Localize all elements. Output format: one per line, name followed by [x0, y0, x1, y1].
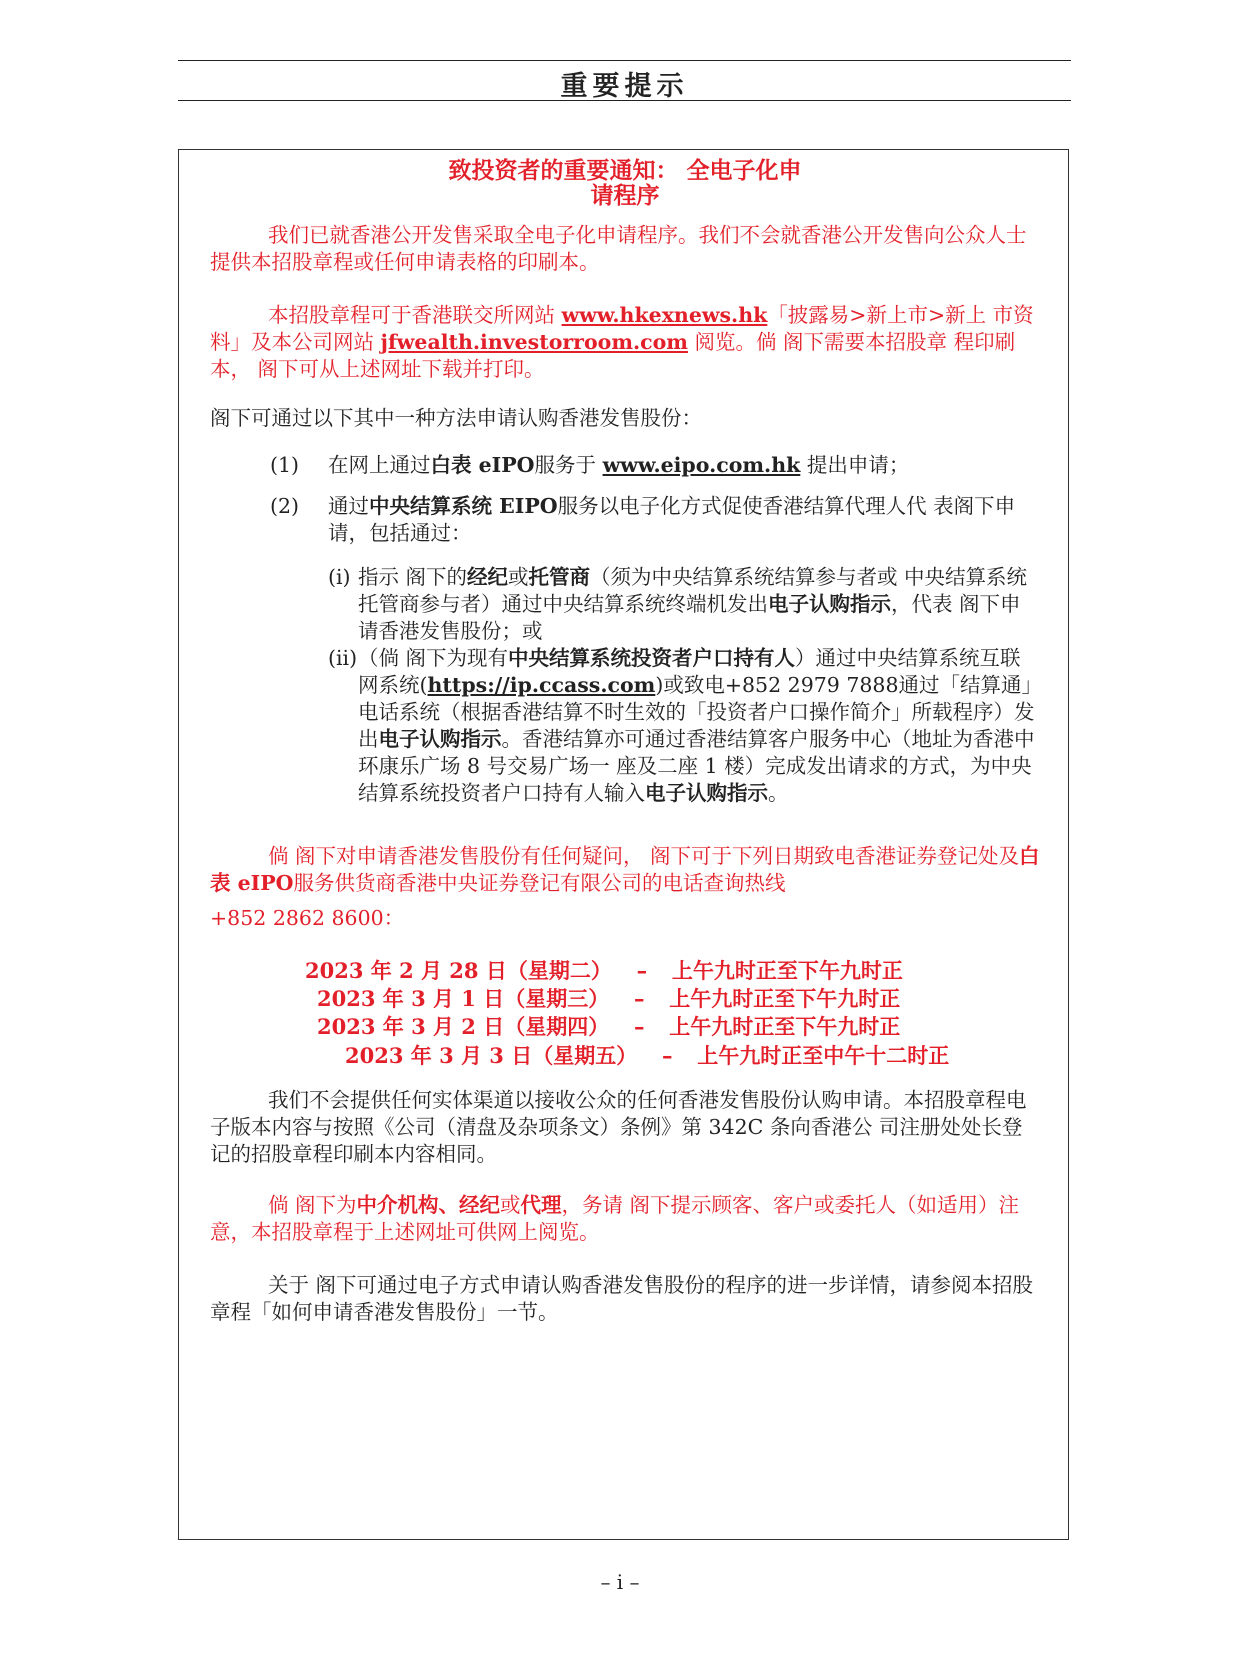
hotline-time: 上午九时正至下午九时正 — [669, 1014, 901, 1039]
paragraph-hotline — [210, 843, 1040, 897]
hotline-date: 2023 年 3 月 3 日（星期五） — [345, 1043, 638, 1068]
hotline-date: 2023 年 3 月 1 日（星期三） — [317, 986, 610, 1011]
hotline-date-row — [345, 1040, 949, 1068]
hotline-dash: – — [633, 986, 645, 1011]
p6-bold-broker: 经纪 — [459, 1193, 501, 1217]
paragraph-further-details: 关于 阁下可通过电子方式申请认购香港发售股份的程序的进一步详情，请参阅本招股章程「如何申请香港发售股份」一节。 — [210, 1273, 1034, 1324]
paragraph-no-physical-channel: 我们不会提供任何实体渠道以接收公众的任何香港发售股份认购申请。本招股章程电子版本内容与按照《公司（清盘及杂项条文）条例》第 342C 条向香港公 司注册处处长登记的招股章程印刷本内容相同。 — [210, 1088, 1027, 1166]
hotline-time: 上午九时正至下午九时正 — [671, 958, 903, 983]
hotline-date: 2023 年 2 月 28 日（星期二） — [305, 958, 612, 983]
sub-ii-text-c: )或致电+852 2979 7888通过「结算通」电话系统（根据香港结算不时生效的「投资者户口操作简介」所载程序）发出 — [358, 673, 1035, 751]
company-website-link[interactable]: jfwealth.investorroom.com — [380, 330, 688, 354]
hotline-time: 上午九时正至中午十二时正 — [697, 1043, 950, 1068]
item-1-text — [328, 452, 1040, 479]
hotline-dash: – — [661, 1043, 673, 1068]
paragraph-prospectus-availability — [210, 302, 1040, 383]
item-1-text-a: 在网上通过 — [328, 453, 431, 477]
sub-item-i-text — [358, 564, 1040, 645]
sub-item-ii-text — [358, 645, 1040, 807]
item-1-text-c: 提出申请； — [806, 453, 910, 477]
sub-i-text-a: 指示 阁下的 — [358, 565, 468, 589]
p6-text-b: ，务请 阁下提示顾客、客户或委托人（如适用）注意，本招股章程于上述网址可供网上阅览。 — [210, 1193, 1020, 1244]
sub-ii-text-d: 。香港结算亦可通过香港结算客户服务中心（地址为香港中环康乐广场 8 号交易广场一 座及二座 1 楼）完成发出请求的方式，为中央结算系统投资者户口持有人输入 — [358, 727, 1035, 805]
p2-text-c: 阅览。倘 阁下需要本招股章 程印刷本， 阁下可从上述网址下载并打印。 — [210, 330, 1016, 381]
sub-item-i-label: (i) — [328, 565, 351, 589]
item-1-number: (1) — [270, 453, 300, 477]
item-2-number: (2) — [270, 494, 300, 518]
hkexnews-link[interactable]: www.hkexnews.hk — [561, 303, 768, 327]
sub-ii-bold-instruction-1: 电子认购指示 — [378, 727, 502, 751]
p4-bold: 白表 eIPO — [210, 844, 1040, 895]
sub-ii-bold-instruction-2: 电子认购指示 — [645, 781, 768, 805]
hotline-dash: – — [633, 1014, 645, 1039]
item-2-text — [328, 493, 1040, 547]
item-2-bold: 中央结算系统 EIPO — [369, 494, 558, 518]
paragraph-electronic-only: 我们已就香港公开发售采取全电子化申请程序。我们不会就香港公开发售向公众人士提供本招股章程或任何申请表格的印刷本。 — [210, 223, 1027, 274]
notice-title-line2: 请程序 — [590, 182, 660, 209]
page-title: 重要提示 — [560, 71, 689, 102]
sub-i-text-mid: 或 — [508, 565, 529, 589]
p6-bold-agent: 代理 — [520, 1193, 562, 1217]
hotline-phone: +852 2862 8600： — [210, 906, 405, 930]
page-number: – i – — [600, 1570, 640, 1594]
p2-text-a: 本招股章程可于香港联交所网站 — [268, 303, 555, 327]
item-1-bold: 白表 eIPO — [430, 453, 535, 477]
hotline-date-row — [305, 955, 903, 983]
header-bottom-rule — [178, 100, 1071, 101]
hotline-time: 上午九时正至下午九时正 — [669, 986, 901, 1011]
eipo-link[interactable]: www.eipo.com.hk — [602, 453, 801, 477]
sub-ii-text-a: （倘 阁下为现有 — [358, 646, 509, 670]
p6-text-a: 倘 阁下为 — [268, 1193, 357, 1217]
sub-i-bold-instruction: 电子认购指示 — [768, 592, 891, 616]
item-2-text-a: 通过 — [328, 494, 369, 518]
sub-i-text-c: ，代表 阁下申请香港发售股份；或 — [358, 592, 1021, 643]
sub-i-bold-broker: 经纪 — [467, 565, 509, 589]
ccass-link[interactable]: https://ip.ccass.com — [427, 673, 656, 697]
item-1-text-b: 服务于 — [534, 453, 597, 477]
p6-bold-intermediary: 中介机构 — [356, 1193, 439, 1217]
hotline-date-row — [317, 983, 900, 1011]
p6-text-mid: 或 — [500, 1193, 521, 1217]
sub-i-bold-custodian: 托管商 — [528, 565, 591, 589]
notice-title-line1: 致投资者的重要通知： 全电子化申 — [448, 157, 802, 184]
sub-item-ii-label: (ii) — [328, 646, 358, 670]
hotline-date-row — [317, 1011, 900, 1039]
hotline-dash: – — [636, 958, 648, 983]
item-2-text-b: 服务以电子化方式促使香港结算代理人代 表阁下申请，包括通过： — [328, 494, 1016, 545]
sub-ii-text-e: 。 — [768, 781, 789, 805]
p4-text-b: 服务供货商香港中央证券登记有限公司的电话查询热线 — [293, 871, 786, 895]
sub-i-text-b: （须为中央结算系统结算参与者或 中央结算系统托管商参与者）通过中央结算系统终端机发出 — [358, 565, 1028, 616]
sub-ii-bold-holder: 中央结算系统投资者户口持有人 — [508, 646, 796, 670]
header-top-rule — [178, 60, 1071, 61]
p2-text-b: 「披露易>新上市>新上 市资料」及本公司网站 — [210, 303, 1034, 354]
paragraph-intermediaries — [210, 1192, 1040, 1246]
p6-separator: 、 — [438, 1193, 460, 1217]
sub-ii-text-b: ）通过中央结算系统互联网系统( — [358, 646, 1021, 697]
paragraph-methods-intro: 阁下可通过以下其中一种方法申请认购香港发售股份： — [210, 406, 702, 430]
notice-title — [390, 158, 860, 208]
hotline-date: 2023 年 3 月 2 日（星期四） — [317, 1014, 610, 1039]
p4-text-a: 倘 阁下对申请香港发售股份有任何疑问， 阁下可于下列日期致电香港证券登记处及 — [268, 844, 1020, 868]
